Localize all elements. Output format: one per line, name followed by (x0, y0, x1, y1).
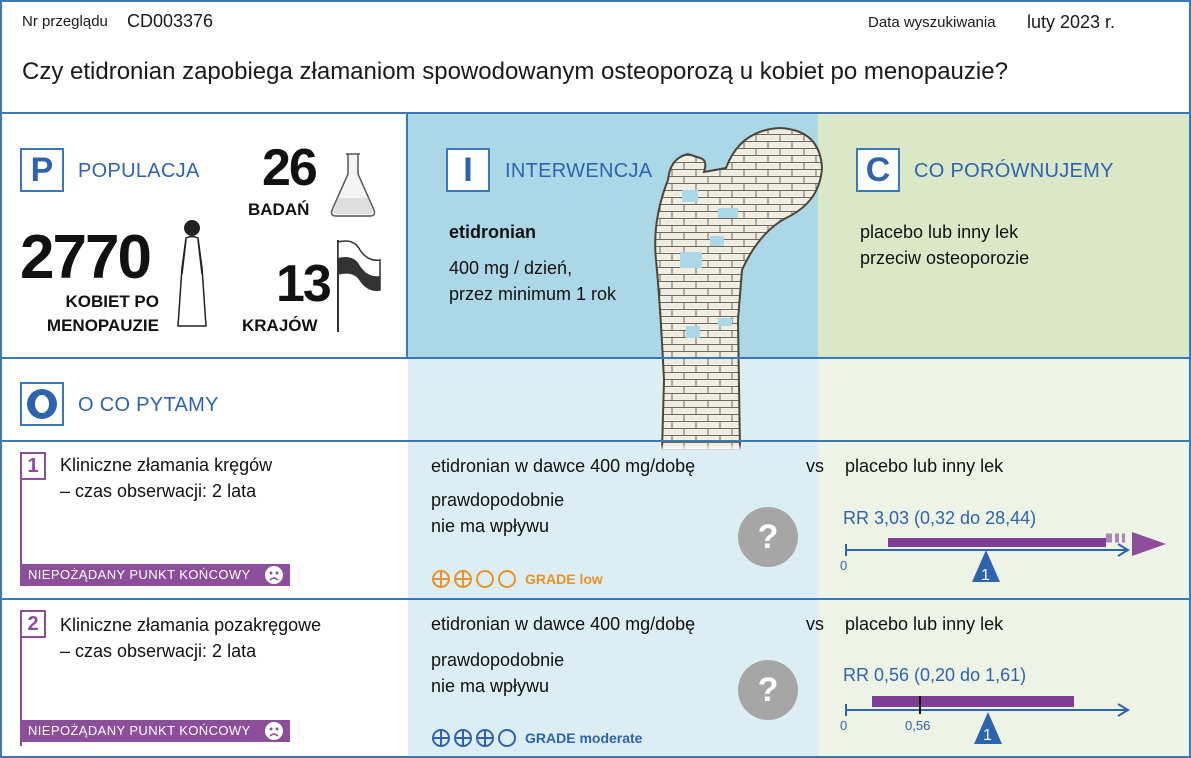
row-2-adverse-label: NIEPOŻĄDANY PUNKT KOŃCOWY (28, 723, 251, 738)
row-1-title-1: Kliniczne złamania kręgów (60, 455, 273, 475)
woman-icon (174, 218, 210, 330)
sad-face-icon (264, 565, 284, 585)
row-2-effect-2: nie ma wpływu (431, 676, 550, 696)
women-label-1: KOBIET PO (65, 292, 159, 311)
row-1-grade-label: GRADE low (525, 571, 603, 587)
intervention-dose-1: 400 mg / dzień, (449, 258, 573, 278)
grade-empty-circle-icon (497, 728, 517, 748)
row-2-intervention: etidronian w dawce 400 mg/dobę (431, 614, 696, 634)
review-id: CD003376 (127, 11, 214, 31)
women-count: 2770 (20, 223, 150, 292)
row-1-adverse-badge (20, 564, 290, 586)
row-2-title-2: – czas obserwacji: 2 lata (60, 641, 257, 661)
population-letter: P (20, 148, 64, 192)
row-1-number: 1 (20, 452, 46, 480)
row-divider-1 (0, 440, 1191, 442)
row-2-estimate-label: 0,56 (905, 718, 931, 733)
intervention-letter: I (446, 148, 490, 192)
row-divider-2 (0, 598, 1191, 600)
row-2-number: 2 (20, 610, 46, 638)
row-2-comparator: placebo lub inny lek (845, 614, 1004, 634)
population-title: POPULACJA (78, 160, 200, 182)
row-2-uncertain-icon: ? (738, 660, 798, 720)
grade-plus-circle-icon (453, 569, 473, 589)
row-2-adverse-badge (20, 720, 290, 742)
studies-count: 26 (262, 139, 316, 197)
countries-label: KRAJÓW (242, 316, 318, 335)
studies-label: BADAŃ (248, 200, 310, 219)
row-1-title-2: – czas obserwacji: 2 lata (60, 481, 257, 501)
divider (0, 357, 1191, 359)
row-2-title-1: Kliniczne złamania pozakręgowe (60, 615, 322, 635)
femur-bone-icon (630, 120, 830, 450)
review-label: Nr przeglądu (22, 13, 108, 30)
row-1-intervention: etidronian w dawce 400 mg/dobę (431, 456, 696, 476)
intervention-dose-2: przez minimum 1 rok (449, 284, 617, 304)
row-1-grade (431, 569, 603, 589)
grade-empty-circle-icon (475, 569, 495, 589)
row-1-adverse-label: NIEPOŻĄDANY PUNKT KOŃCOWY (28, 567, 251, 582)
intervention-title: INTERWENCJA (505, 160, 653, 182)
flask-icon (326, 150, 380, 218)
row-1-rr: RR 3,03 (0,32 do 28,44) (843, 508, 1037, 528)
row-2-vs: vs (806, 614, 824, 634)
grade-plus-circle-icon (475, 728, 495, 748)
comparison-title: CO PORÓWNUJEMY (914, 160, 1114, 182)
row-1-forest-plot (836, 526, 1176, 592)
header (0, 0, 1191, 114)
row-1-comparator: placebo lub inny lek (845, 456, 1004, 476)
sad-face-icon (264, 721, 284, 741)
flag-icon (334, 238, 382, 334)
date-value: luty 2023 r. (1027, 12, 1116, 32)
grade-plus-circle-icon (431, 728, 451, 748)
countries-count: 13 (276, 255, 330, 313)
row-2-grade-label: GRADE moderate (525, 730, 643, 746)
row-2-grade (431, 728, 642, 748)
outcome-title: O CO PYTAMY (78, 394, 219, 416)
row-1-uncertain-icon: ? (738, 507, 798, 567)
row-2-axis-one: 1 (983, 727, 992, 744)
comparison-letter: C (856, 148, 900, 192)
review-question: Czy etidronian zapobiega złamaniom spowodowanym osteoporozą u kobiet po menopauzie? (22, 58, 1008, 85)
row-2-rr: RR 0,56 (0,20 do 1,61) (843, 665, 1027, 685)
row-1-axis-one: 1 (981, 567, 990, 584)
intervention-drug: etidronian (449, 222, 537, 242)
row-1-vs: vs (806, 456, 824, 476)
women-label-2: MENOPAUZIE (46, 316, 159, 335)
row-1-axis-zero: 0 (840, 558, 848, 573)
row-2-axis-zero: 0 (840, 718, 848, 733)
grade-empty-circle-icon (497, 569, 517, 589)
outcome-letter (20, 382, 64, 426)
grade-plus-circle-icon (453, 728, 473, 748)
date-label: Data wyszukiwania (868, 14, 996, 31)
row-1-effect-2: nie ma wpływu (431, 516, 550, 536)
grade-plus-circle-icon (431, 569, 451, 589)
comparison-text-1: placebo lub inny lek (860, 222, 1019, 242)
row-1-effect-1: prawdopodobnie (431, 490, 565, 510)
row-2-effect-1: prawdopodobnie (431, 650, 565, 670)
comparison-text-2: przeciw osteoporozie (860, 248, 1030, 268)
